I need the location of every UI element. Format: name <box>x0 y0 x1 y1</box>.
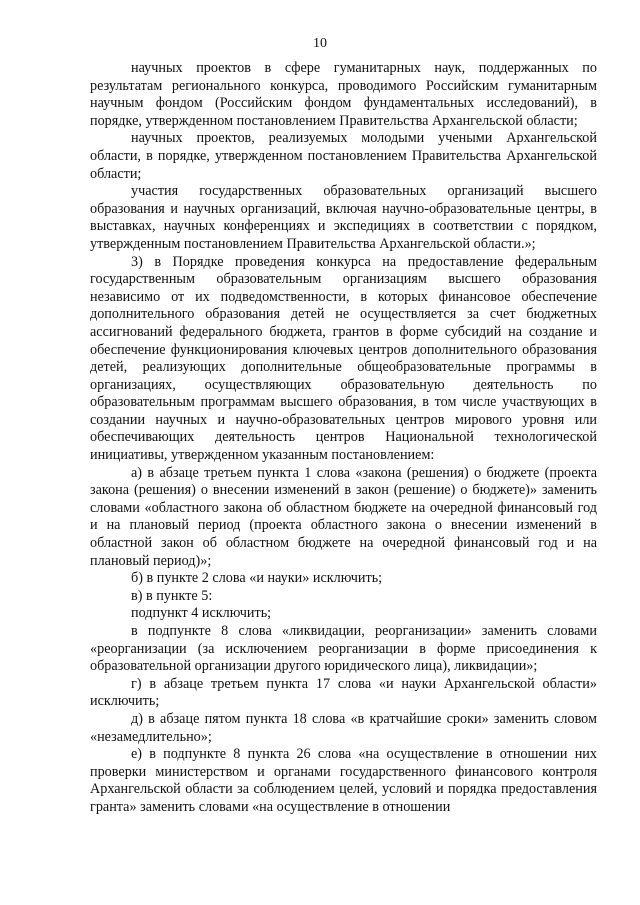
paragraph-subpoint-4: подпункт 4 исключить; <box>131 605 272 622</box>
page-number: 10 <box>313 36 327 51</box>
paragraph-subitem-e: е) в подпункте 8 пункта 26 слова «на осуществление в отношении них проверки министерством и органами государственного финансового контроля Архангельской области за соблюдением целей, условий и порядка предоставления гранта» заменить словами «на осуществление в отношении <box>90 746 597 815</box>
paragraph-humanities-projects: научных проектов в сфере гуманитарных наук, поддержанных по результатам регионального конкурса, проводимого Российским гуманитарным научным фондом (Российским фондом фундаментальных исследований), в порядке, утвержденном постановлением Правительства Архангельской области; <box>90 60 597 129</box>
paragraph-subitem-d: д) в абзаце пятом пункта 18 слова «в кратчайшие сроки» заменить словом «незамедлительно»; <box>90 710 597 745</box>
document-body <box>90 60 597 817</box>
paragraph-participation: участия государственных образовательных организаций высшего образования и научных организаций, включая научно-образовательные центры, в выставках, научных конференциях и экспедициях в соответствии с порядком, утвержденным постановлением Правительства Архангельской области.»; <box>90 183 597 252</box>
paragraph-subitem-g: г) в абзаце третьем пункта 17 слова «и науки Архангельской области» исключить; <box>90 675 597 710</box>
paragraph-subitem-v: в) в пункте 5: <box>131 587 213 604</box>
paragraph-young-scientists: научных проектов, реализуемых молодыми учеными Архангельской области, в порядке, утвержденном постановлением Правительства Архангельской области; <box>90 130 597 182</box>
paragraph-subpoint-8: в подпункте 8 слова «ликвидации, реорганизации» заменить словами «реорганизации (за исключением реорганизации в форме присоединения к образовательной организации другого юридического лица), ликвидации»; <box>90 623 597 675</box>
paragraph-subitem-b: б) в пункте 2 слова «и науки» исключить; <box>131 570 383 587</box>
paragraph-item-3: 3) в Порядке проведения конкурса на предоставление федеральным государственным образовательным организациям высшего образования независимо от их подведомственности, в которых финансовое обеспечение дополнительного образования детей не осуществляется за счет бюджетных ассигнований федерального бюджета, грантов в форме субсидий на создание и обеспечение функционирования ключевых центров дополнительного образования детей, реализующих дополнительные общеобразовательные программы в организациях, осуществляющих образовательную деятельность по образовательным программам высшего образования, в том числе участвующих в создании научных и научно-образовательных центров мирового уровня или обеспечивающих деятельность центров Национальной технологической инициативы, утвержденном указанным постановлением: <box>90 253 597 464</box>
paragraph-subitem-a: а) в абзаце третьем пункта 1 слова «закона (решения) о бюджете (проекта закона (решения) о внесении изменений в закон (решение) о бюджете)» заменить словами «областного закона об областном бюджете на очередной финансовый год и на плановый период (проекта областного закона о внесении изменений в областной закон об областном бюджете на очередной финансовый год и на плановый период)»; <box>90 464 597 569</box>
